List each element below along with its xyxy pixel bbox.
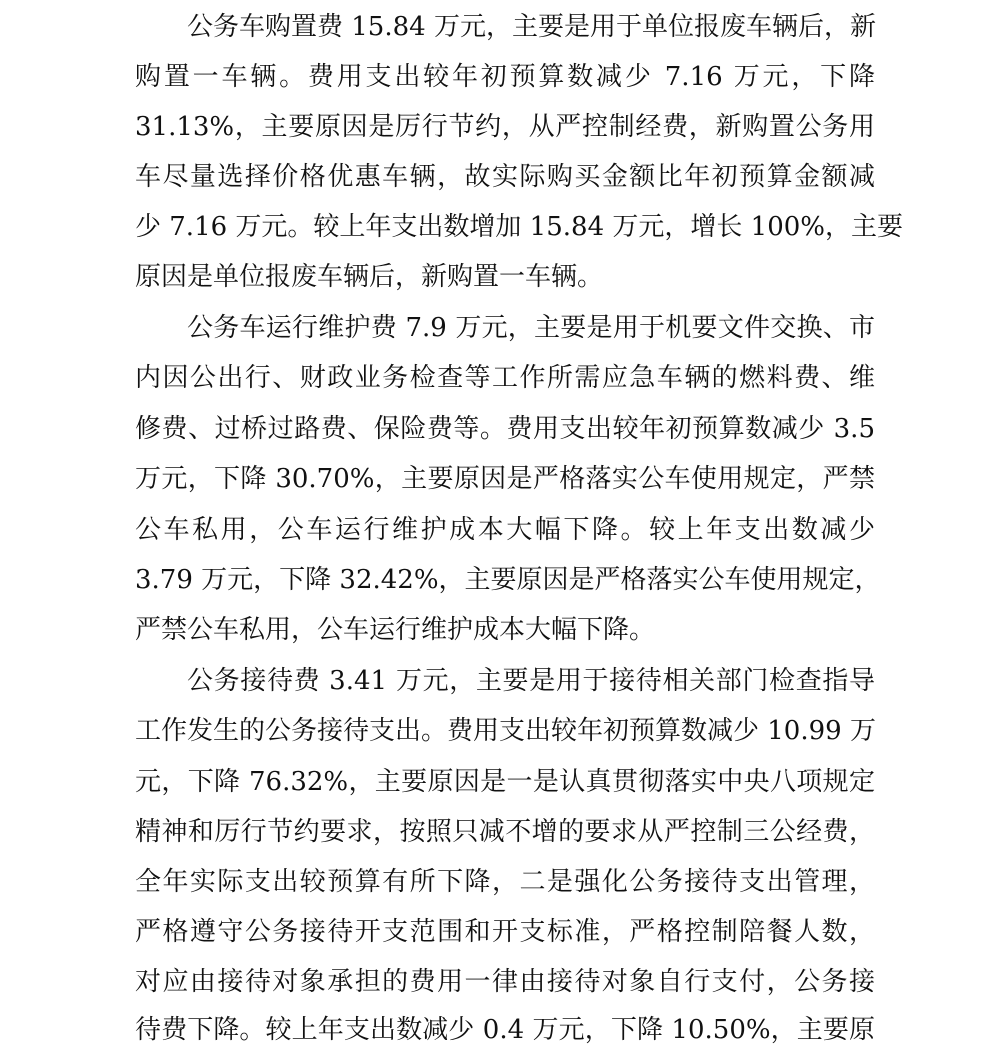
paragraph-1-line-4: 车尽量选择价格优惠车辆，故实际购买金额比年初预算金额减	[135, 162, 875, 192]
paragraph-1-line-1: 公务车购置费 15.84 万元，主要是用于单位报废车辆后，新	[187, 12, 876, 42]
paragraph-3-line-6: 严格遵守公务接待开支范围和开支标准，严格控制陪餐人数，	[135, 917, 875, 947]
paragraph-2-line-7: 严禁公车私用，公车运行维护成本大幅下降。	[135, 615, 656, 645]
paragraph-2-line-4: 万元，下降 30.70%，主要原因是严格落实公车使用规定，严禁	[135, 464, 875, 494]
paragraph-2-line-5: 公车私用，公车运行维护成本大幅下降。较上年支出数减少	[135, 515, 875, 545]
paragraph-2-line-2: 内因公出行、财政业务检查等工作所需应急车辆的燃料费、维	[135, 363, 875, 393]
paragraph-3-line-4: 精神和厉行节约要求，按照只减不增的要求从严控制三公经费，	[135, 817, 875, 847]
paragraph-3-line-7: 对应由接待对象承担的费用一律由接待对象自行支付，公务接	[135, 967, 875, 997]
paragraph-3-line-5: 全年实际支出较预算有所下降，二是强化公务接待支出管理，	[135, 867, 875, 897]
paragraph-1-line-3: 31.13%，主要原因是厉行节约，从严控制经费，新购置公务用	[135, 112, 875, 142]
paragraph-2-line-1: 公务车运行维护费 7.9 万元，主要是用于机要文件交换、市	[187, 313, 875, 343]
paragraph-1-line-5: 少 7.16 万元。较上年支出数增加 15.84 万元，增长 100%，主要	[135, 212, 903, 242]
paragraph-2-line-3: 修费、过桥过路费、保险费等。费用支出较年初预算数减少 3.5	[135, 414, 875, 444]
paragraph-1-line-6: 原因是单位报废车辆后，新购置一车辆。	[135, 262, 604, 292]
paragraph-1-line-2: 购置一车辆。费用支出较年初预算数减少 7.16 万元，下降	[135, 62, 875, 92]
paragraph-2-line-6: 3.79 万元，下降 32.42%，主要原因是严格落实公车使用规定，	[135, 565, 881, 595]
paragraph-3-line-8: 待费下降。较上年支出数减少 0.4 万元，下降 10.50%，主要原	[135, 1015, 875, 1045]
paragraph-3-line-1: 公务接待费 3.41 万元，主要是用于接待相关部门检查指导	[187, 666, 875, 696]
paragraph-3-line-2: 工作发生的公务接待支出。费用支出较年初预算数减少 10.99 万	[135, 716, 876, 746]
paragraph-3-line-3: 元，下降 76.32%，主要原因是一是认真贯彻落实中央八项规定	[135, 767, 875, 797]
